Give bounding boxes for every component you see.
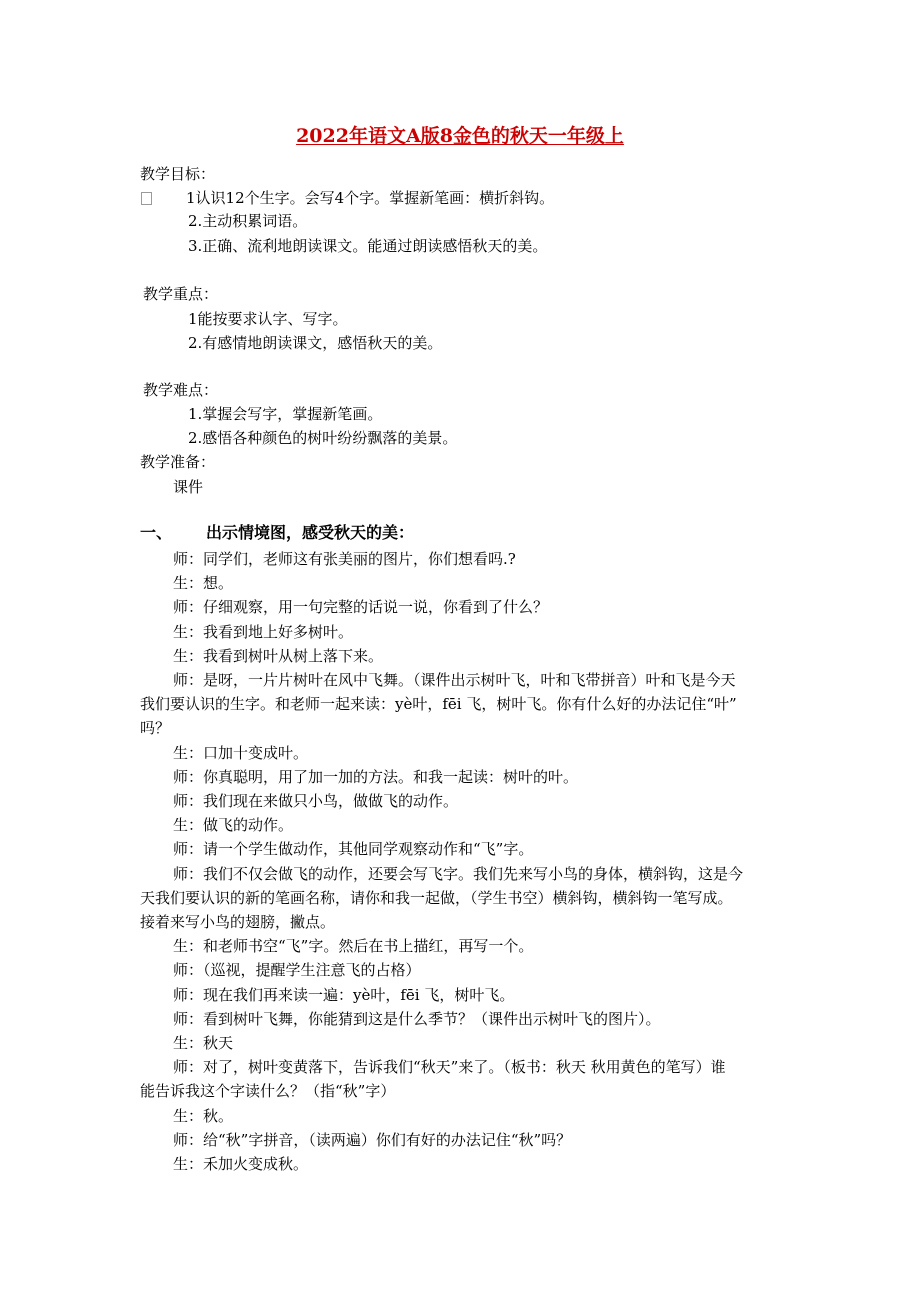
preparation-item: 课件 [173,478,204,496]
dialogue-line: 生：想。 [173,574,234,592]
dialogue-line: 师：请一个学生做动作，其他同学观察动作和“飞”字。 [173,840,534,858]
dialogue-line: 生：秋天 [173,1034,234,1052]
document-title [0,124,920,148]
dialogue-line: 师：我们不仅会做飞的动作，还要会写飞字。我们先来写小鸟的身体，横斜钩，这是今 [173,865,744,883]
bullet-box-icon [141,192,152,205]
dialogue-line: 师：仔细观察，用一句完整的话说一说，你看到了什么？ [173,598,549,616]
dialogue-line: 师：是呀，一片片树叶在风中飞舞。（课件出示树叶飞，叶和飞带拼音）叶和飞是今天 [173,671,736,689]
goal-item: 3.正确、流利地朗读课文。能通过朗读感悟秋天的美。 [188,237,548,255]
document-title-text: 2022年语文A版8金色的秋天一年级上 [296,125,624,147]
dialogue-line: 生：秋。 [173,1107,234,1125]
dialogue-line: 我们要认识的生字。和老师一起来读：yè叶，fēi 飞，树叶飞。你有什么好的办法记住“叶” [140,695,737,713]
dialogue-line: 天我们要认识的新的笔画名称，请你和我一起做，（学生书空）横斜钩，横斜钩一笔写成。 [140,889,733,907]
dialogue-line: 师：现在我们再来读一遍：yè叶，fēi 飞，树叶飞。 [173,986,515,1004]
dialogue-line: 师：我们现在来做只小鸟，做做飞的动作。 [173,792,459,810]
dialogue-line: 师：对了，树叶变黄落下，告诉我们“秋天”来了。（板书：秋天 秋用黄色的笔写）谁 [173,1058,726,1076]
dialogue-line: 生：口加十变成叶。 [173,744,309,762]
dialogue-line: 生：我看到地上好多树叶。 [173,623,354,641]
dialogue-line: 生：做飞的动作。 [173,816,294,834]
dialogue-line: 生：禾加火变成秋。 [173,1155,309,1173]
difficulties-heading: 教学难点： [143,381,219,399]
difficulty-item: 1.掌握会写字，掌握新笔画。 [188,405,383,423]
key-point-item: 1能按要求认字、写字。 [188,310,348,328]
key-point-item: 2.有感情地朗读课文，感悟秋天的美。 [188,334,443,352]
dialogue-line: 师：同学们，老师这有张美丽的图片，你们想看吗.? [173,550,516,568]
dialogue-line: 师：给“秋”字拼音，（读两遍）你们有好的办法记住“秋”吗？ [173,1131,572,1149]
dialogue-line: 师：看到树叶飞舞，你能猜到这是什么季节？（课件出示树叶飞的图片）。 [173,1010,661,1028]
dialogue-line: 师：（巡视，提醒学生注意飞的占格） [173,961,421,979]
dialogue-line: 能告诉我这个字读什么？（指“秋”字） [140,1082,396,1100]
preparation-heading: 教学准备： [140,453,216,471]
goal-item: 2.主动积累词语。 [188,212,308,230]
dialogue-line: 生：和老师书空“飞”字。然后在书上描红，再写一个。 [173,937,534,955]
dialogue-line: 生：我看到树叶从树上落下来。 [173,647,384,665]
goal-item: 1认识12个生字。会写4个字。掌握新笔画：横折斜钩。 [186,189,555,207]
dialogue-line: 吗？ [140,719,171,737]
dialogue-line: 师：你真聪明，用了加一加的方法。和我一起读：树叶的叶。 [173,768,579,786]
difficulty-item: 2.感悟各种颜色的树叶纷纷飘落的美景。 [188,429,458,447]
key-points-heading: 教学重点： [143,285,219,303]
dialogue-line: 接着来写小鸟的翅膀，撇点。 [140,913,336,931]
section1-heading: 出示情境图，感受秋天的美： [206,523,415,542]
section1-number: 一、 [140,523,173,542]
goals-heading: 教学目标： [140,165,216,183]
